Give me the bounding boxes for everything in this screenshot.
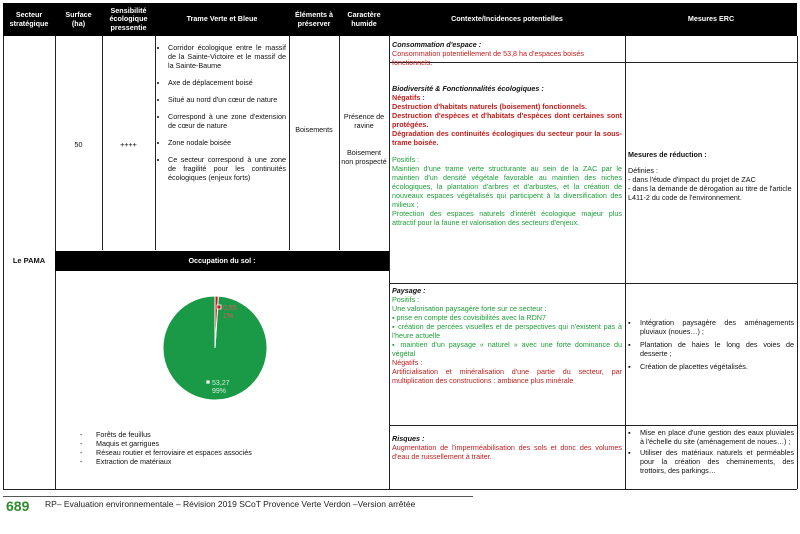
tvb-list bbox=[158, 43, 286, 190]
pie-label-marker bbox=[206, 380, 210, 384]
grid-line bbox=[797, 36, 798, 489]
measures-item: ▪ Plantation de haies le long des voies de desserte ; bbox=[628, 340, 794, 358]
page-number: 689 bbox=[6, 498, 30, 514]
grid-line bbox=[389, 425, 797, 426]
context-biodiversity bbox=[392, 84, 622, 227]
pie-data-label: 0,55 bbox=[223, 305, 237, 312]
header-tvb: Trame Verte et Bleue bbox=[155, 3, 289, 36]
header-sector: Secteur stratégique bbox=[3, 3, 55, 36]
measures-item: ▪ Mise en place d'une gestion des eaux pluviales à l'échelle du site (aménagement de noues…) ; bbox=[628, 428, 794, 446]
list-item: • Situé au nord d'un cœur de nature bbox=[168, 95, 286, 104]
positive-intro: Une valorisation paysagère forte sur ce secteur : bbox=[392, 304, 547, 313]
context-consumption bbox=[392, 40, 622, 67]
header-sensitivity: Sensibilité écologique pressentie bbox=[102, 3, 155, 36]
negative-item: Artificialisation et minéralisation d'une partie du secteur, par multiplication des constructions : ambiance plus minérale bbox=[392, 367, 622, 385]
humid-value-2: Boisement non prospecté bbox=[341, 148, 387, 166]
positive-item: Protection des espaces naturels d'intérêt écologique majeur plus attractif pour la faune et valorisation des secteurs d'enjeux. bbox=[392, 209, 622, 227]
measures-reduction-sub: Définies : bbox=[628, 166, 658, 175]
header-measures: Mesures ERC bbox=[625, 3, 797, 36]
pie-data-label: 99% bbox=[212, 388, 227, 395]
header-surface: Surface (ha) bbox=[55, 3, 102, 36]
context-consumption-title: Consommation d'espace : bbox=[392, 40, 482, 49]
context-biodiversity-title: Biodiversité & Fonctionnalités écologiques : bbox=[392, 84, 544, 93]
occupation-legend bbox=[80, 430, 380, 466]
header-elements: Éléments à préserver bbox=[289, 3, 339, 36]
context-landscape-title: Paysage : bbox=[392, 286, 426, 295]
context-risks bbox=[392, 434, 622, 461]
list-item: • Axe de déplacement boisé bbox=[168, 78, 286, 87]
positive-label: Positifs : bbox=[392, 295, 420, 304]
grid-line bbox=[625, 36, 626, 489]
sensitivity-value: ++++ bbox=[120, 140, 137, 149]
surface-value: 50 bbox=[74, 140, 83, 149]
measures-risks bbox=[628, 428, 794, 475]
context-risks-title: Risques : bbox=[392, 434, 425, 443]
measures-item: ▪ Utiliser des matériaux naturels et perméables pour la création des cheminements, des trottoirs, des parkings… bbox=[628, 448, 794, 475]
list-item: • Correspond à une zone d'extension de cœur de nature bbox=[168, 112, 286, 130]
context-consumption-text: Consommation potentiellement de 53,8 ha d'espaces boisés fonctionnels. bbox=[392, 49, 584, 67]
negative-item: Destruction d'espèces et d'habitats d'espèces dont certaines sont protégées. bbox=[392, 111, 622, 129]
list-item: • Corridor écologique entre le massif de la Sainte-Victoire et le massif de la Sainte-Baume bbox=[168, 43, 286, 70]
positive-item: ▪ maintien d'un paysage « naturel » avec une forte dominance du végétal bbox=[392, 340, 623, 358]
list-item: • Zone nodale boisée bbox=[168, 138, 286, 147]
measures-reduction bbox=[628, 150, 794, 202]
legend-item: - Extraction de matériaux bbox=[80, 457, 172, 466]
context-risks-text: Augmentation de l'imperméabilisation des sols et donc des volumes d'eau de ruissellement à traiter. bbox=[392, 443, 622, 461]
legend-item: - Maquis et garrigues bbox=[80, 439, 160, 448]
sector-name: Le PAMA bbox=[12, 256, 46, 265]
positive-label: Positifs : bbox=[392, 155, 420, 164]
header-humid: Caractère humide bbox=[339, 3, 389, 36]
negative-label: Négatifs : bbox=[392, 358, 423, 367]
negative-item: Destruction d'habitats naturels (boisement) fonctionnels. bbox=[392, 102, 587, 111]
grid-line bbox=[389, 283, 797, 284]
measures-item: - dans l'étude d'impact du projet de ZAC bbox=[628, 175, 756, 184]
pie-label-marker bbox=[217, 305, 221, 309]
footer-rule bbox=[3, 496, 473, 497]
grid-line bbox=[339, 36, 340, 250]
positive-item: ▪ création de percées visuelles et de perspectives qui n'existent pas à l'heure actuelle bbox=[392, 322, 623, 340]
measures-landscape bbox=[628, 318, 794, 371]
pie-data-label: 1% bbox=[223, 313, 234, 320]
footer-text: RP– Evaluation environnementale – Révision 2019 SCoT Provence Verte Verdon –Version arrêtée bbox=[45, 499, 416, 509]
land-use-pie-chart bbox=[150, 290, 290, 410]
list-item: • Ce secteur correspond à une zone de fragilité pour les continuités écologiques (enjeux forts) bbox=[168, 155, 286, 182]
grid-line bbox=[3, 489, 797, 490]
legend-item: - Forêts de feuillus bbox=[80, 430, 151, 439]
measures-reduction-title: Mesures de réduction : bbox=[628, 150, 707, 159]
negative-item: Dégradation des continuités écologiques du secteur pour la sous-trame boisée. bbox=[392, 129, 622, 147]
pie-data-label: 53,27 bbox=[212, 380, 230, 387]
positive-item: Maintien d'une trame verte structurante au sein de la ZAC par le maintien d'un densité végétale favorable au maintien des niches écologiques, la plantation d'arbres et d'arbustes, et la création de nouveaux espaces végétalisés qui participent à la diversification des milieux ; bbox=[392, 164, 622, 209]
negative-label: Négatifs : bbox=[392, 93, 425, 102]
header-context: Contexte/Incidences potentielles bbox=[389, 3, 625, 36]
positive-item: ▪ prise en compte des covisibilités avec la RDN7 bbox=[392, 313, 546, 322]
elements-value: Boisements bbox=[295, 125, 333, 134]
measures-item: - dans la demande de dérogation au titre de l'article L411-2 du code de l'environnement. bbox=[628, 184, 792, 202]
legend-item: - Réseau routier et ferroviaire et espaces associés bbox=[80, 448, 252, 457]
context-landscape bbox=[392, 286, 622, 385]
measures-item: ▪ Création de placettes végétalisés. bbox=[628, 362, 748, 371]
grid-line bbox=[389, 36, 390, 489]
grid-line bbox=[289, 36, 290, 250]
humid-value-1: Présence de ravine bbox=[343, 112, 385, 130]
measures-item: ▪ Intégration paysagère des aménagements pluviaux (noues…) ; bbox=[628, 318, 794, 336]
occupation-title: Occupation du sol : bbox=[55, 251, 389, 271]
